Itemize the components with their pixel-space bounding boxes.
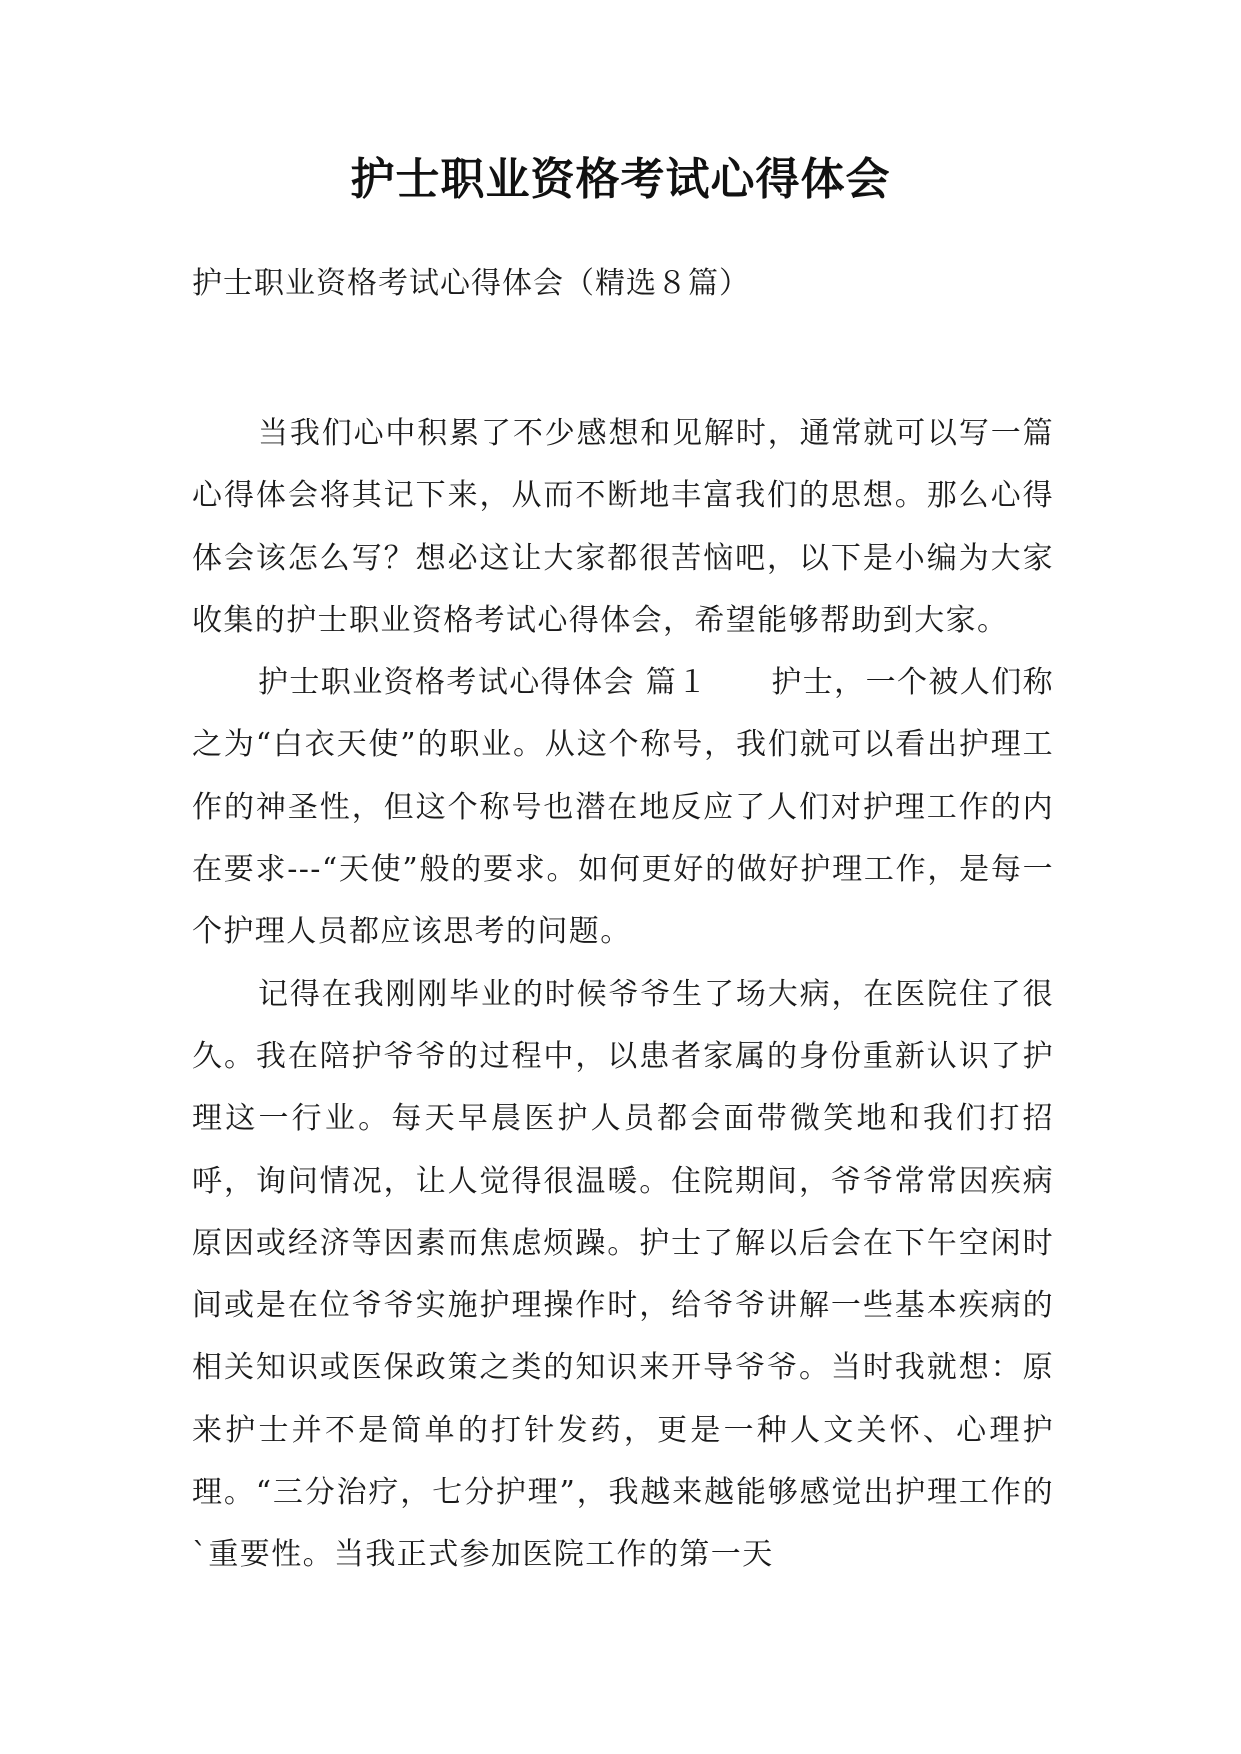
document-body bbox=[192, 403, 1054, 1587]
section-1-paragraph: 护士职业资格考试心得体会 篇１ 护士，一个被人们称之为“白衣天使”的职业。从这个称号，我们就可以看出护理工作的神圣性，但这个称号也潜在地反应了人们对护理工作的内在要求---“天使”般的要求。如何更好的做好护理工作，是每一个护理人员都应该思考的问题。 bbox=[192, 665, 1054, 950]
intro-paragraph: 当我们心中积累了不少感想和见解时，通常就可以写一篇心得体会将其记下来，从而不断地丰富我们的思想。那么心得体会该怎么写？想必这让大家都很苦恼吧，以下是小编为大家收集的护士职业资格考试心得体会，希望能够帮助到大家。 bbox=[192, 416, 1054, 638]
page-title: 护士职业资格考试心得体会 bbox=[350, 154, 891, 205]
document-subtitle: 护士职业资格考试心得体会（精选８篇） bbox=[192, 266, 750, 301]
body-paragraph: 记得在我刚刚毕业的时候爷爷生了场大病，在医院住了很久。我在陪护爷爷的过程中，以患者家属的身份重新认识了护理这一行业。每天早晨医护人员都会面带微笑地和我们打招呼，询问情况，让人觉得很温暖。住院期间，爷爷常常因疾病原因或经济等因素而焦虑烦躁。护士了解以后会在下午空闲时间或是在位爷爷实施护理操作时，给爷爷讲解一些基本疾病的相关知识或医保政策之类的知识来开导爷爷。当时我就想：原来护士并不是简单的打针发药，更是一种人文关怀、心理护理。“三分治疗，七分护理”，我越来越能够感觉出护理工作的`重要性。当我正式参加医院工作的第一天 bbox=[192, 976, 1054, 1573]
